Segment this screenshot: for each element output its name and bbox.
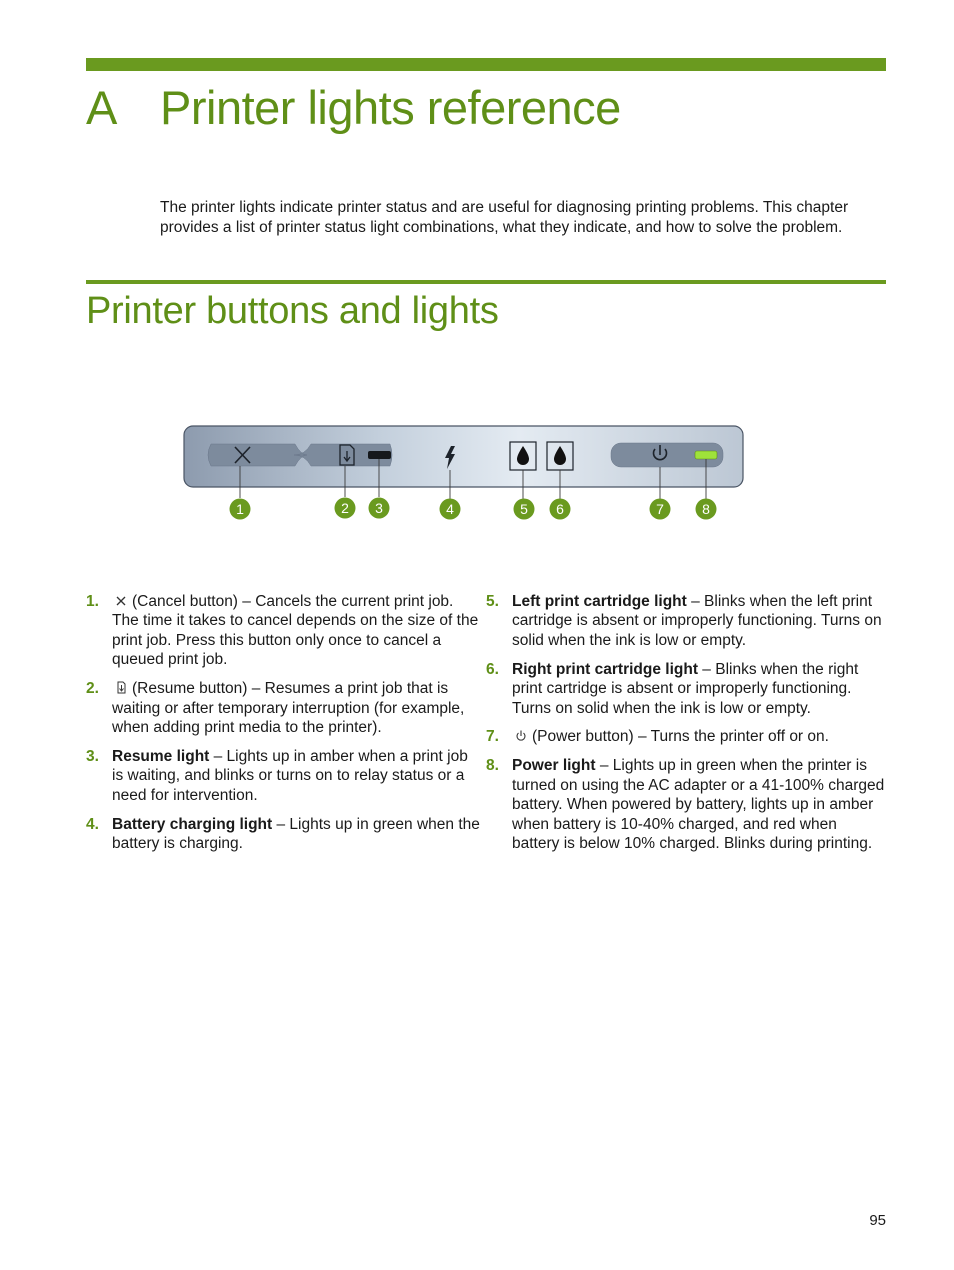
svg-text:8: 8 [702,501,710,517]
svg-text:4: 4 [446,501,454,517]
resume-icon [114,680,128,693]
legend-item-number: 5. [486,593,499,610]
chapter-title [86,80,621,135]
legend-item-text: – Lights up in green when the battery is charging. [112,815,480,852]
svg-text:5: 5 [520,501,528,517]
svg-text:7: 7 [656,501,664,517]
legend-item-number: 1. [86,593,99,610]
legend-item-text: (Cancel button) – Cancels the current print job. The time it takes to cancel depends on the size of the print job. Press this button only once to cancel a queued print job. [112,593,479,669]
callout-6 [550,499,571,520]
legend-column-left [86,592,482,863]
legend-item-name: Resume light [112,747,210,765]
legend-item-number: 6. [486,660,499,678]
svg-text:2: 2 [341,500,349,516]
power-light [695,451,717,459]
legend-item-text: – Lights up in amber when a print job is waiting, and blinks or turns on to relay status or a need for intervention. [112,747,468,804]
callout-7 [650,499,671,520]
svg-text:3: 3 [375,500,383,516]
legend-item-number: 7. [486,728,499,746]
legend-column-right [486,592,886,863]
resume-light [368,451,391,459]
legend-item-name: Left print cartridge light [512,593,687,610]
svg-text:6: 6 [556,501,564,517]
legend-item [86,679,482,737]
chapter-letter: A [86,81,117,134]
legend-item-text: (Power button) – Turns the printer off or on. [532,728,829,746]
legend-item [86,592,482,670]
legend-item [86,815,482,854]
legend-item-text: – Blinks when the right print cartridge is absent or improperly functioning. Turns on solid when the ink is low or empty. [512,660,859,717]
legend-item [486,756,886,853]
callout-2 [335,498,356,519]
cancel-icon [114,593,128,606]
legend-item-number: 3. [86,747,99,765]
page-number: 95 [869,1212,886,1229]
callout-1 [230,499,251,520]
chapter-title-text: Printer lights reference [160,81,621,134]
intro-paragraph: The printer lights indicate printer status and are useful for diagnosing printing problems. This chapter provides a list of printer status light combinations, what they indicate, and how to solve the problem. [160,199,849,236]
legend-item [486,592,886,650]
callout-5 [514,499,535,520]
legend-item-name: Battery charging light [112,815,273,833]
legend-item-text: (Resume button) – Resumes a print job that is waiting or after temporary interruption (for example, when adding print media to the printer). [112,680,465,736]
callout-4 [440,499,461,520]
legend-item-number: 2. [86,680,99,698]
legend-item [486,727,886,746]
legend-item-name: Right print cartridge light [512,660,698,678]
legend-item-text: – Blinks when the left print cartridge is absent or improperly functioning. Turns on solid when the ink is low or empty. [512,593,882,649]
legend-item [86,747,482,805]
printer-panel-figure [183,424,745,524]
legend-item-name: Power light [512,757,596,775]
callout-3 [369,498,390,519]
power-icon [514,728,528,741]
section-title: Printer buttons and lights [86,290,499,332]
legend-item-number: 4. [86,815,99,833]
callout-8 [696,499,717,520]
legend-item-number: 8. [486,757,499,775]
legend-item-text: – Lights up in green when the printer is turned on using the AC adapter or a 41-100% charged battery. When powered by battery, lights up in amber when battery is 10-40% charged, and red when battery is below 10% charged. Blinks during printing. [512,757,885,852]
header-bar [86,58,886,71]
section-rule [86,280,886,284]
legend-item [486,660,886,718]
svg-text:1: 1 [236,501,244,517]
